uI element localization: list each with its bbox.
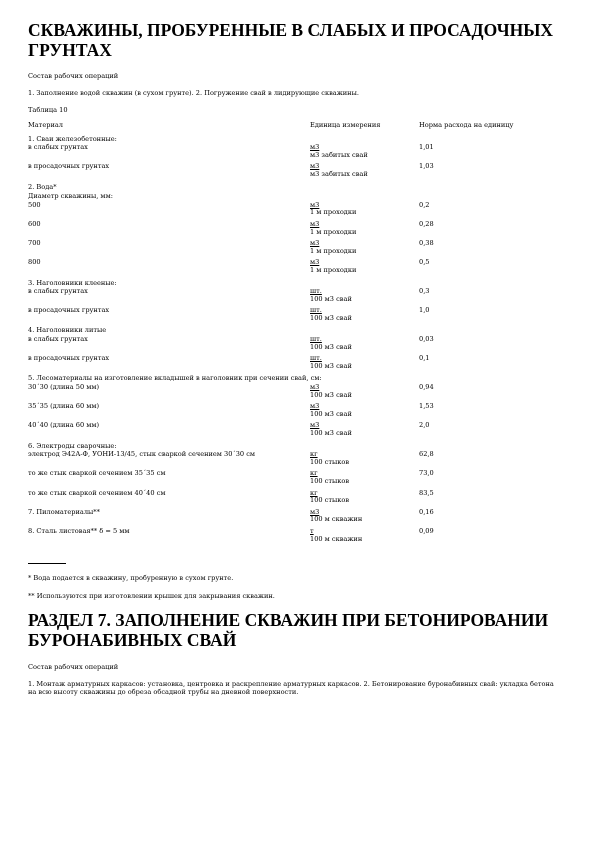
table-section-row — [28, 326, 573, 336]
norms-table — [28, 122, 573, 547]
material-cell: в просадочных грунтах — [28, 306, 110, 315]
norm-cell: 0,2 — [419, 200, 430, 209]
footnote-1: * Вода подается в скважину, пробуренную в сухом грунте. — [28, 574, 234, 583]
unit-denominator: м3 забитых свай — [310, 150, 368, 159]
unit-cell — [310, 202, 419, 221]
table-row — [28, 240, 573, 259]
section-label: 6. Электроды сварочные: — [28, 441, 117, 450]
unit-numerator: м3 — [310, 258, 320, 267]
material-cell: 30´30 (длина 50 мм) — [28, 383, 100, 392]
table-section-row — [28, 183, 573, 193]
table-row — [28, 163, 573, 182]
unit-cell — [310, 403, 419, 422]
table-row — [28, 528, 573, 547]
material-cell: в просадочных грунтах — [28, 354, 110, 363]
material-cell: то же стык сваркой сечением 40´40 см — [28, 488, 166, 497]
norm-cell: 0,1 — [419, 354, 430, 363]
unit-numerator: м3 — [310, 143, 320, 152]
unit-cell — [310, 221, 419, 240]
norm-cell: 0,38 — [419, 239, 434, 248]
unit-cell — [310, 451, 419, 470]
unit-denominator: м3 забитых свай — [310, 169, 368, 178]
norm-cell: 0,09 — [419, 526, 434, 535]
table-section-row — [28, 135, 573, 145]
material-cell: 600 — [28, 219, 41, 228]
footnote-divider — [28, 563, 66, 564]
material-cell: 700 — [28, 239, 41, 248]
unit-cell — [310, 470, 419, 489]
material-cell: 500 — [28, 200, 41, 209]
unit-denominator: 100 м скважин — [310, 534, 363, 543]
table-row — [28, 336, 573, 355]
unit-numerator: шт. — [310, 306, 322, 315]
header-material: Материал — [28, 121, 63, 129]
material-cell: то же стык сваркой сечением 35´35 см — [28, 469, 166, 478]
section-label: 3. Наголовники клееные: — [28, 278, 117, 287]
table-row — [28, 509, 573, 528]
section-label: 2. Вода* — [28, 182, 57, 191]
table-label: Таблица 10 — [28, 106, 68, 114]
unit-numerator: м3 — [310, 219, 320, 228]
material-cell: в слабых грунтах — [28, 287, 88, 296]
table-row — [28, 144, 573, 163]
table-row — [28, 288, 573, 307]
footnote-2: ** Используются при изготовлении крышек для закрывания скважин. — [28, 592, 275, 601]
unit-numerator: м3 — [310, 383, 320, 392]
unit-numerator: шт. — [310, 287, 322, 296]
table-header-row — [28, 122, 573, 135]
unit-cell — [310, 307, 419, 326]
unit-denominator: 100 стыков — [310, 457, 350, 466]
section-title: СКВАЖИНЫ, ПРОБУРЕННЫЕ В СЛАБЫХ И ПРОСАДОЧНЫХ ГРУНТАХ — [28, 20, 554, 60]
unit-denominator: 100 стыков — [310, 496, 350, 505]
table-row — [28, 355, 573, 374]
material-cell: в слабых грунтах — [28, 335, 88, 344]
unit-cell — [310, 490, 419, 509]
norm-cell: 1,03 — [419, 162, 434, 171]
unit-cell — [310, 144, 419, 163]
unit-cell — [310, 384, 419, 403]
header-norm: Норма расхода на единицу — [419, 121, 514, 129]
unit-denominator: 1 м проходки — [310, 227, 357, 236]
table-row — [28, 221, 573, 240]
material-cell: 40´40 (длина 60 мм) — [28, 421, 100, 430]
unit-denominator: 100 м3 свай — [310, 342, 352, 351]
norm-cell: 0,03 — [419, 335, 434, 344]
table-row — [28, 384, 573, 403]
norm-cell: 1,01 — [419, 143, 434, 152]
table-row — [28, 259, 573, 278]
norm-cell: 0,28 — [419, 219, 434, 228]
operations-text: 1. Заполнение водой скважин (в сухом грунте). 2. Погружение свай в лидирующие скважины. — [28, 89, 359, 97]
norm-cell: 0,3 — [419, 287, 430, 296]
unit-numerator: м3 — [310, 200, 320, 209]
table-row — [28, 451, 573, 470]
table-row — [28, 307, 573, 326]
unit-cell — [310, 240, 419, 259]
section-label: Диаметр скважины, мм: — [28, 192, 113, 201]
table-row — [28, 470, 573, 489]
unit-numerator: м3 — [310, 162, 320, 171]
unit-denominator: 100 м3 свай — [310, 294, 352, 303]
norm-cell: 1,0 — [419, 306, 430, 315]
unit-denominator: 100 м3 свай — [310, 390, 352, 399]
norm-cell: 73,0 — [419, 469, 434, 478]
unit-numerator: кг — [310, 450, 318, 459]
unit-numerator: кг — [310, 469, 318, 478]
unit-denominator: 1 м проходки — [310, 265, 357, 274]
unit-cell — [310, 288, 419, 307]
unit-denominator: 100 м3 свай — [310, 361, 352, 370]
table-section-row — [28, 192, 573, 202]
unit-cell — [310, 336, 419, 355]
norm-cell: 1,53 — [419, 402, 434, 411]
unit-cell — [310, 509, 419, 528]
norm-cell: 0,94 — [419, 383, 434, 392]
unit-cell — [310, 422, 419, 441]
material-cell: 7. Пиломатериалы** — [28, 507, 100, 516]
material-cell: 8. Сталь листовая** δ = 5 мм — [28, 526, 130, 535]
unit-cell — [310, 528, 419, 547]
material-cell: 35´35 (длина 60 мм) — [28, 402, 100, 411]
unit-denominator: 100 м3 свай — [310, 313, 352, 322]
unit-numerator: т — [310, 526, 314, 535]
unit-numerator: шт. — [310, 335, 322, 344]
operations-label: Состав рабочих операций — [28, 72, 119, 80]
unit-cell — [310, 163, 419, 182]
unit-numerator: кг — [310, 488, 318, 497]
table-section-row — [28, 374, 573, 384]
material-cell: в слабых грунтах — [28, 143, 88, 152]
unit-denominator: 1 м проходки — [310, 246, 357, 255]
section7-operations-label: Состав рабочих операций — [28, 663, 119, 672]
table-row — [28, 403, 573, 422]
section-label: 4. Наголовники литые — [28, 326, 107, 335]
unit-cell — [310, 259, 419, 278]
section7-title: РАЗДЕЛ 7. ЗАПОЛНЕНИЕ СКВАЖИН ПРИ БЕТОНИРОВАНИИ БУРОНАБИВНЫХ СВАЙ — [28, 610, 549, 651]
header-unit: Единица измерения — [310, 121, 381, 129]
section-label: 5. Лесоматериалы на изготовление вкладышей в наголовник при сечении свай, см: — [28, 374, 322, 383]
norm-cell: 83,5 — [419, 488, 434, 497]
unit-cell — [310, 355, 419, 374]
unit-numerator: шт. — [310, 354, 322, 363]
unit-denominator: 100 м скважин — [310, 515, 363, 524]
material-cell: в просадочных грунтах — [28, 162, 110, 171]
unit-numerator: м3 — [310, 507, 320, 516]
table-row — [28, 422, 573, 441]
norm-cell: 62,8 — [419, 450, 434, 459]
table-row — [28, 202, 573, 221]
norm-cell: 0,5 — [419, 258, 430, 267]
material-cell: электрод Э42А-Ф, УОНИ-13/45, стык сваркой сечением 30´30 см — [28, 450, 256, 459]
unit-numerator: м3 — [310, 421, 320, 430]
unit-numerator: м3 — [310, 402, 320, 411]
table-row — [28, 490, 573, 509]
unit-numerator: м3 — [310, 239, 320, 248]
unit-denominator: 100 м3 свай — [310, 429, 352, 437]
norm-cell: 0,16 — [419, 507, 434, 516]
unit-denominator: 100 м3 свай — [310, 409, 352, 418]
section7-operations-text: 1. Монтаж арматурных каркасов: установка, центровка и раскрепление арматурных каркасов. 2. Бетонирование буронабивных свай: укладка бетона на всю высоту скважины до обреза обсадной трубы на дневной поверхности. — [28, 680, 554, 697]
norm-cell: 2,0 — [419, 421, 430, 430]
material-cell: 800 — [28, 258, 41, 267]
section-label: 1. Сваи железобетонные: — [28, 134, 117, 143]
unit-denominator: 100 стыков — [310, 476, 350, 485]
table-section-row — [28, 279, 573, 289]
unit-denominator: 1 м проходки — [310, 208, 357, 217]
